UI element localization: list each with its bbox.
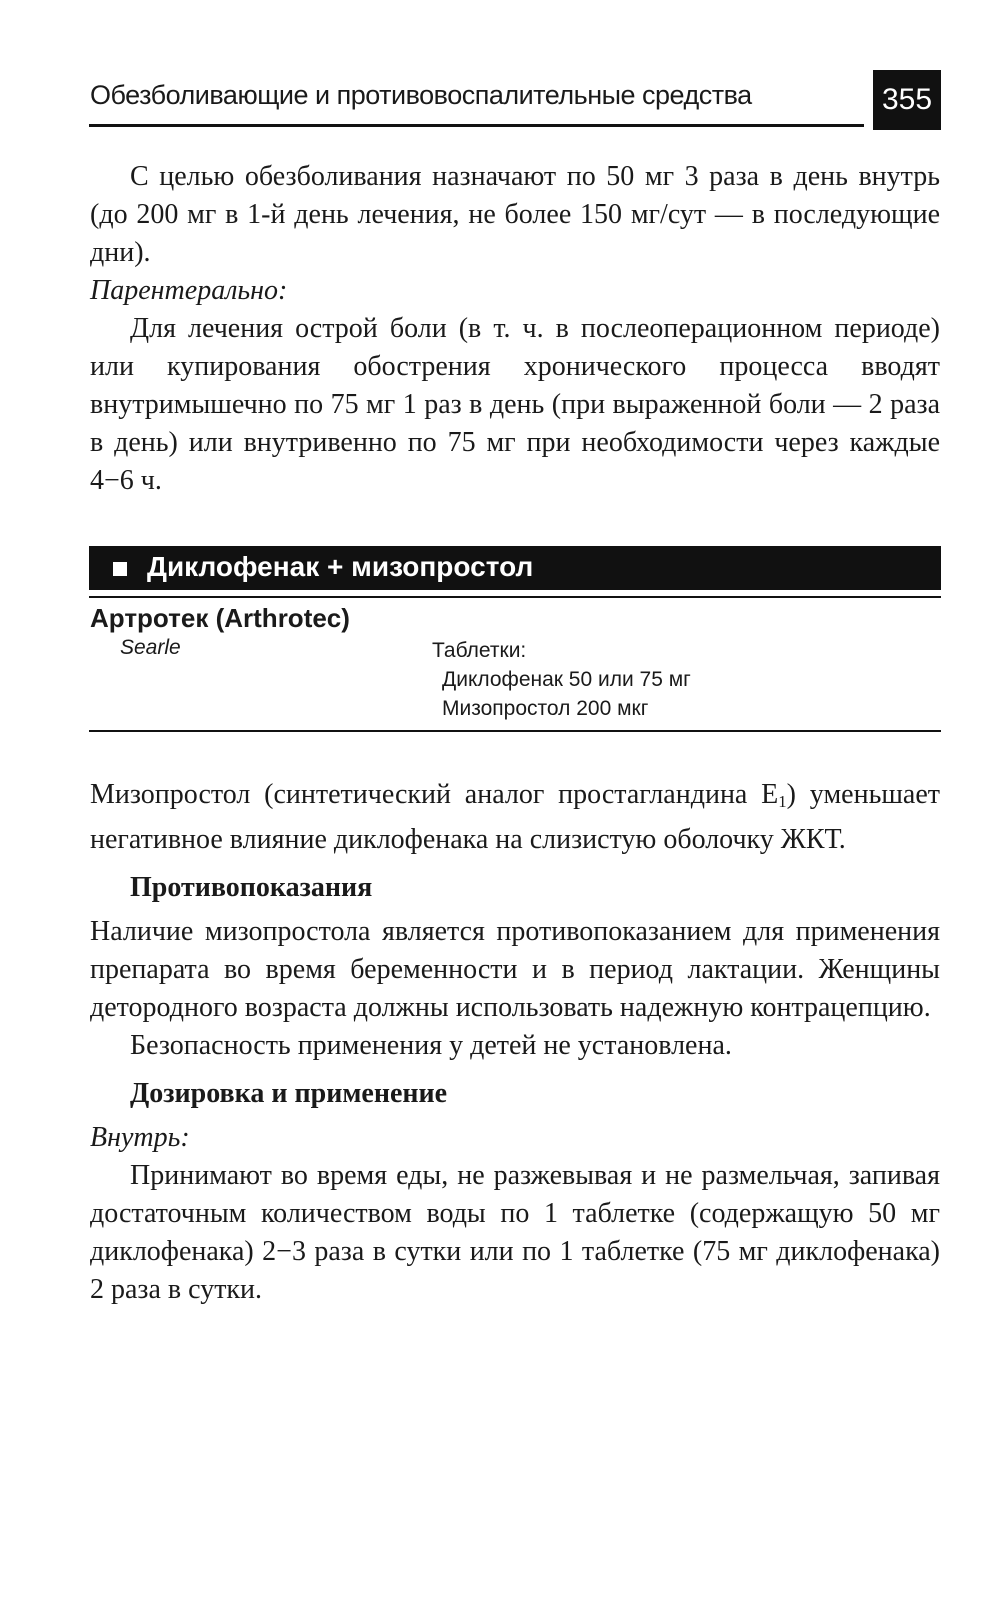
page-number: 355	[873, 70, 941, 130]
product-name: Артротек (Arthrotec)	[90, 603, 350, 633]
heading-contraindications: Противопоказания	[130, 872, 373, 904]
composition-item: Диклофенак 50 или 75 мг	[442, 668, 691, 691]
route-oral-label: Внутрь:	[90, 1122, 190, 1154]
paragraph-analgesia-dosage: С целью обезболивания назначают по 50 мг 3 раза в день внутрь (до 200 мг в 1-й день лечения, не более 150 мг/сут — в последующие дни).	[90, 161, 940, 268]
section-title-bar	[89, 546, 941, 590]
misoprostol-note-main: Мизопростол (синтетический аналог простагландина E	[90, 779, 779, 810]
running-header-title: Обезболивающие и противовоспалительные средства	[90, 80, 752, 110]
composition-item: Мизопростол 200 мкг	[442, 697, 649, 720]
paragraph-children-safety: Безопасность применения у детей не установлена.	[130, 1030, 732, 1062]
manufacturer: Searle	[120, 636, 181, 659]
paragraph-misoprostol-note	[90, 776, 940, 859]
top-text-block	[90, 158, 940, 500]
paragraph-contraindications: Наличие мизопростола является противопоказанием для применения препарата во время беременности и в период лактации. Женщины детородного возраста должны использовать надежную контрацепцию.	[90, 916, 940, 1024]
header-rule	[89, 124, 864, 127]
section-bottom-rule	[89, 730, 941, 732]
paragraph-oral-dosage: Принимают во время еды, не разжевывая и не размельчая, запивая достаточным количеством воды по 1 таблетке (содержащую 50 мг диклофенака) 2−3 раза в сутки или по 1 таблетке (75 мг диклофенака) 2 раза в сутки.	[90, 1160, 940, 1306]
section-top-rule	[89, 596, 941, 598]
misoprostol-note-tail: ) уменьшает негативное влияние диклофенака на слизистую оболочку ЖКТ.	[90, 779, 940, 856]
subscript-index: 1	[778, 792, 787, 812]
heading-dosage: Дозировка и применение	[130, 1078, 448, 1110]
route-parenteral-label: Парентерально:	[90, 275, 288, 306]
paragraph-parenteral-dosage: Для лечения острой боли (в т. ч. в послеоперационном периоде) или купирования обострения хронического процесса вводят внутримышечно по 75 мг 1 раз в день (при выраженной боли — 2 раза в день) или внутривенно по 75 мг при необходимости через каждые 4−6 ч.	[90, 313, 940, 496]
square-bullet-icon	[113, 562, 127, 576]
section-title: Диклофенак + мизопростол	[147, 551, 534, 582]
bottom-text-block	[90, 776, 940, 1309]
dosage-form: Таблетки:	[432, 639, 527, 662]
